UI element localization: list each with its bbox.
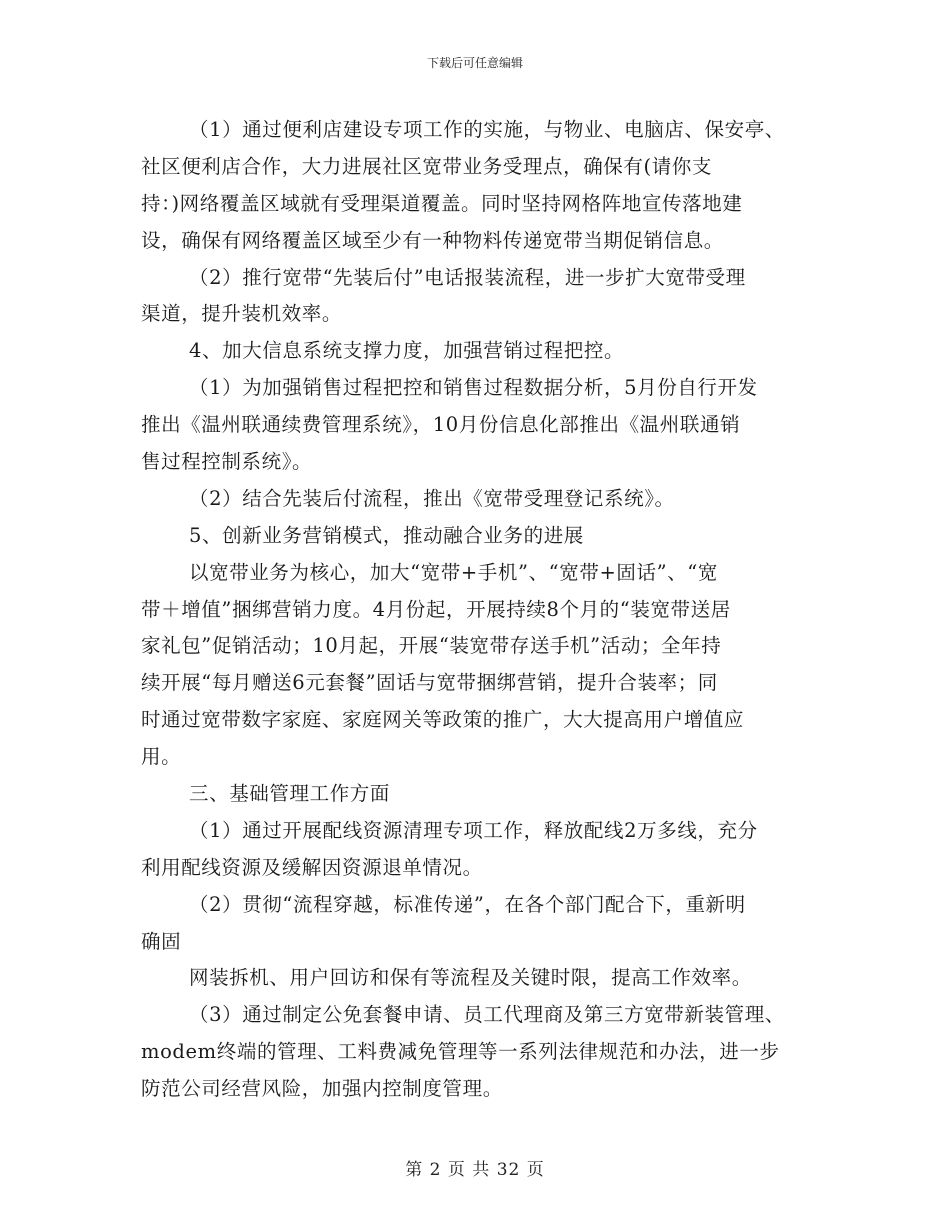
page-footer: 第 2 页 共 32 页: [405, 1160, 545, 1180]
paragraph-line: （1）通过便利店建设专项工作的实施，与物业、电脑店、保安亭、: [189, 118, 785, 141]
paragraph-line: 时通过宽带数字家庭、家庭网关等政策的推广，大大提高用户增值应: [141, 708, 745, 732]
paragraph-line: 防范公司经营风险，加强内控制度管理。: [141, 1077, 503, 1101]
paragraph-line: 利用配线资源及缓解因资源退单情况。: [141, 855, 483, 879]
paragraph-line: 推出《温州联通续费管理系统》，10月份信息化部推出《温州联通销: [141, 413, 741, 437]
paragraph-line: 用。: [141, 745, 182, 769]
paragraph-line: 售过程控制系统》。: [141, 450, 313, 474]
paragraph-line: （2）结合先装后付流程，推出《宽带受理登记系统》。: [189, 486, 675, 510]
paragraph-line: （2）推行宽带“先装后付”电话报装流程，进一步扩大宽带受理: [189, 265, 746, 289]
paragraph-line: 持：)网络覆盖区域就有受理渠道覆盖。同时坚持网格阵地宣传落地建: [141, 191, 743, 215]
paragraph-line: （2）贯彻“流程穿越，标准传递”，在各个部门配合下，重新明: [189, 892, 746, 916]
section-heading: 5、创新业务营销模式，推动融合业务的进展: [189, 523, 584, 547]
paragraph-line: 渠道，提升装机效率。: [141, 302, 343, 326]
paragraph-line: 以宽带业务为核心，加大“宽带+手机”、“宽带+固话”、“宽: [189, 560, 718, 584]
document-body: [141, 112, 821, 1108]
paragraph-line: 家礼包”促销活动；10月起，开展“装宽带存送手机”活动；全年持: [141, 634, 722, 658]
paragraph-line: 确固: [141, 929, 182, 953]
paragraph-line: 社区便利店合作，大力进展社区宽带业务受理点，确保有(请你支: [141, 154, 713, 178]
paragraph-line: modem终端的管理、工料费减免管理等一系列法律规范和办法，进一步: [141, 1040, 780, 1064]
paragraph-line: （1）为加强销售过程把控和销售过程数据分析，5月份自行开发: [189, 376, 758, 400]
paragraph-line: （3）通过制定公免套餐申请、员工代理商及第三方宽带新装管理、: [189, 1003, 785, 1027]
paragraph-line: 网装拆机、用户回访和保有等流程及关键时限，提高工作效率。: [189, 966, 752, 990]
paragraph-line: 续开展“每月赠送6元套餐”固话与宽带捆绑营销，提升合装率；同: [141, 671, 718, 695]
paragraph-line: 带＋增值”捆绑营销力度。4月份起，开展持续8个月的“装宽带送居: [141, 597, 731, 621]
page-header: 下载后可任意编辑: [426, 56, 523, 70]
section-heading: 4、加大信息系统支撑力度，加强营销过程把控。: [189, 339, 625, 363]
paragraph-line: 设，确保有网络覆盖区域至少有一种物料传递宽带当期促销信息。: [141, 228, 724, 252]
section-heading: 三、基础管理工作方面: [189, 782, 391, 806]
paragraph-line: （1）通过开展配线资源清理专项工作，释放配线2万多线，充分: [189, 818, 758, 842]
